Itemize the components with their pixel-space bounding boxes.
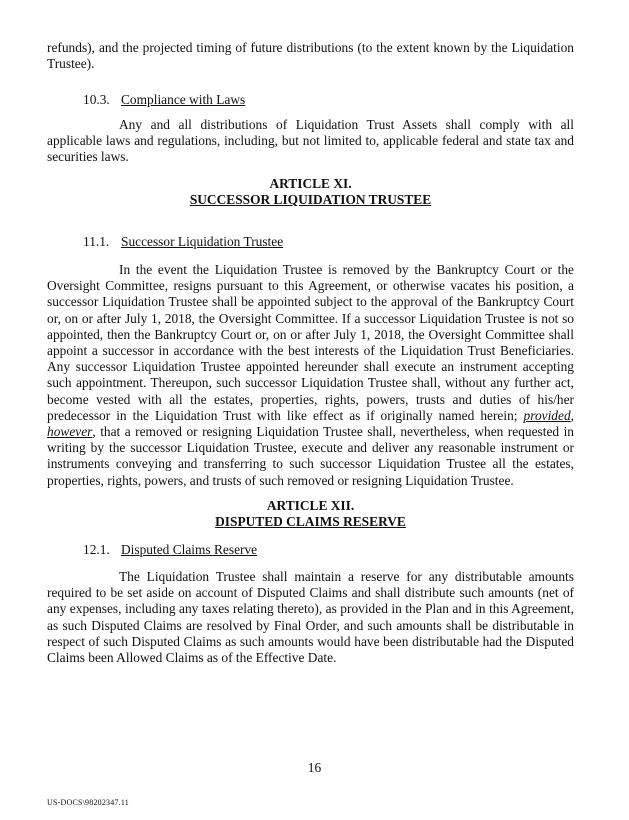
section-11-1-body-part2: , that a removed or resigning Liquidation Trustee shall, nevertheless, when requested in writing by the successor Liquidation Trustee, execute and deliver any reasonable instrument or instruments conveying and transferring to such successor Liquidation Trustee all the estates, properties, rights, powers, and trusts of such removed or resigning Liquidation Trustee. <box>47 424 574 488</box>
section-10-3-heading <box>83 92 245 108</box>
article-12-label: ARTICLE XII. <box>266 498 355 513</box>
section-11-1-heading <box>83 234 283 250</box>
section-10-3-number: 10.3. <box>83 92 110 107</box>
section-12-1-number: 12.1. <box>83 542 110 557</box>
section-12-1-body: The Liquidation Trustee shall maintain a reserve for any distributable amounts required to be set aside on account of Disputed Claims and shall distribute such amounts (net of any expenses, including any taxes relating thereto), as provided in the Plan and in this Agreement, as such Disputed Claims are resolved by Final Order, and such amounts shall be distributable in respect of such Disputed Claims as such amounts would have been distributable had the Disputed Claims been Allowed Claims as of the Effective Date. <box>47 569 574 666</box>
section-10-3-title: Compliance with Laws <box>121 92 246 107</box>
section-12-1-heading <box>83 542 257 558</box>
section-11-1-body <box>47 262 574 489</box>
provided-emphasis: provided <box>523 407 571 423</box>
article-11-label: ARTICLE XI. <box>269 176 352 191</box>
section-10-3-body: Any and all distributions of Liquidation Trust Assets shall comply with all applicable laws and regulations, including, but not limited to, applicable federal and state tax and securities laws. <box>47 117 574 165</box>
however-emphasis: however <box>47 424 93 440</box>
article-12-heading <box>47 498 574 530</box>
document-id: US-DOCS\98202347.11 <box>47 798 129 807</box>
section-11-1-body-part1: In the event the Liquidation Trustee is removed by the Bankruptcy Court or the Oversight Committee, resigns pursuant to this Agreement, or otherwise vacates his position, a successor Liquidation Trustee shall be appointed subject to the approval of the Bankruptcy Court or, on or after July 1, 2018, the Oversight Committee. If a successor Liquidation Trustee is not so appointed, then the Bankruptcy Court or, on or after July 1, 2018, the Oversight Committee shall appoint a successor in accordance with the best interests of the Liquidation Trust Beneficiaries. Any successor Liquidation Trustee appointed hereunder shall execute an instrument accepting such appointment. Thereupon, such successor Liquidation Trustee shall, without any further act, become vested with all the estates, properties, rights, powers, trusts and duties of his/her predecessor in the Liquidation Trust with like effect as if originally named herein; <box>47 262 574 423</box>
article-12-title: DISPUTED CLAIMS RESERVE <box>215 514 406 529</box>
page-number: 16 <box>307 760 322 775</box>
comma-separator: , <box>570 407 574 423</box>
article-11-heading <box>47 176 574 208</box>
continuation-paragraph: refunds), and the projected timing of future distributions (to the extent known by the Liquidation Trustee). <box>47 40 574 72</box>
section-11-1-number: 11.1. <box>83 234 110 249</box>
section-11-1-title: Successor Liquidation Trustee <box>121 234 284 249</box>
article-11-title: SUCCESSOR LIQUIDATION TRUSTEE <box>189 192 432 207</box>
section-12-1-title: Disputed Claims Reserve <box>121 542 258 557</box>
